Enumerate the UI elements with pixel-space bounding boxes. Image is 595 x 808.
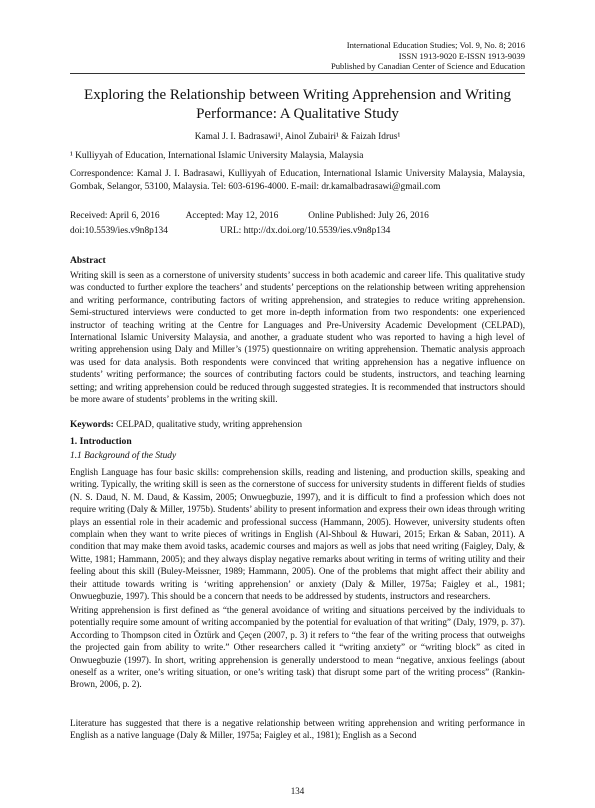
subsection-heading: 1.1 Background of the Study <box>70 451 177 461</box>
journal-publisher: Published by Canadian Center of Science and Education <box>330 61 525 72</box>
journal-issn: ISSN 1913-9020 E-ISSN 1913-9039 <box>398 50 525 61</box>
keywords <box>70 420 302 430</box>
abstract-text: Writing skill is seen as a cornerstone of university students’ success in both academic and career life. This qualitative study was conducted to further explore the teachers’ and students’ perceptions on the relationship between writing apprehension and writing performance, contributing factors of writing apprehension, and strategies to reduce writing apprehension. Semi-structured interviews were conducted to get more in-depth information from two respondents: one experienced instructor of teaching writing at the Centre for Languages and Pre-University Academic Development (CELPAD), International Islamic University Malaysia, and another, a graduate student who was reported to having a high level of writing apprehension using Daly and Miller’s (1975) questionnaire on writing apprehension. Thematic analysis approach was used for data analysis. Both respondents were convinced that writing apprehension has a negative influence on students’ writing performance; the sources of contributing factors could be students, instructors, and teaching learning setting; and writing apprehension could be reduced through suggested strategies. It is recommended that instructors should be more aware of students’ problems in the writing skill. <box>70 270 525 405</box>
accepted-date: Accepted: May 12, 2016 <box>185 211 279 221</box>
correspondence: Correspondence: Kamal J. I. Badrasawi, Kulliyyah of Education, International Islamic University Malaysia, Malaysia, Gombak, Selangor, 53100, Malaysia. Tel: 603-6196-4000. E-mail: dr.kamalbadrasawi@gmail.com <box>70 169 525 192</box>
section-heading: 1. Introduction <box>70 436 132 447</box>
body-paragraph: Writing apprehension is first defined as “the general avoidance of writing and situations perceived by the individuals to potentially require some amount of writing accompanied by the potential for evaluation of that writing” (Daly, 1979, p. 37). According to Thompson cited in Öztürk and Çeçen (2007, p. 3) it refers to “the fear of the writing process that outweighs the projected gain from ability to write.” Other researchers called it “writing anxiety” or “writing block” as cited in Onwuegbuzie (1997). In short, writing apprehension is generally understood to mean “negative, anxious feelings (about oneself as a writer, one’s writing situation, or one’s writing task) that disrupt some part of the writing process” (Rankin-Brown, 2006, p. 2). <box>70 605 525 690</box>
body-paragraph: English Language has four basic skills: comprehension skills, reading and listening, and production skills, speaking and writing. Typically, the writing skill is seen as the cornerstone of success for university students in different fields of studies (N. S. Daud, N. M. Daud, & Kassim, 2005; Onwuegbuzie, 1997), and it is difficult to find a profession which does not require writing (Daly & Miller, 1975b). Students’ ability to present information and express their own ideas through writing plays an essential role in their academic and professional success (Hammann, 2005). However, university students often complain when they want to write pieces of writings in English (Al-Shboul & Huwari, 2015; Erkan & Saban, 2011). A condition that may make them avoid tasks, academic courses and majors as well as jobs that need writing (Faigley, Daly, & Witte, 1981; Hammann, 2005); and they always display negative remarks about writing in terms of writing utility and their feeling about this skill (Buley-Meissner, 1989; Hammann, 2005). One of the problems that might affect their ability and their attitude towards writing is ‘writing apprehension’ or anxiety (Daly & Miller, 1975a; Faigley et al., 1981; Onwuegbuzie, 1997). This should be a concern that needs to be addressed by students, instructors and researchers. <box>70 467 525 602</box>
keywords-label: Keywords: <box>70 420 114 430</box>
page-number: 134 <box>290 786 305 796</box>
abstract-heading: Abstract <box>70 255 106 266</box>
journal-issue: International Education Studies; Vol. 9, No. 8; 2016 <box>346 40 525 50</box>
affiliation: ¹ Kulliyyah of Education, International Islamic University Malaysia, Malaysia <box>70 151 364 161</box>
paper-title: Exploring the Relationship between Writing Apprehension and Writing Performance: A Qualitative Study <box>84 87 511 122</box>
published-date: Online Published: July 26, 2016 <box>308 211 429 221</box>
keywords-list: CELPAD, qualitative study, writing apprehension <box>113 420 303 430</box>
author-list: Kamal J. I. Badrasawi¹, Ainol Zubairi¹ & Faizah Idrus¹ <box>194 132 401 142</box>
header-rule <box>70 73 525 74</box>
doi: doi:10.5539/ies.v9n8p134 <box>70 226 168 236</box>
article-identifiers <box>70 225 390 237</box>
received-date: Received: April 6, 2016 <box>70 211 160 221</box>
article-url[interactable]: URL: http://dx.doi.org/10.5539/ies.v9n8p134 <box>219 226 391 236</box>
article-dates <box>70 210 429 222</box>
body-paragraph: Literature has suggested that there is a negative relationship between writing apprehension and writing performance in English as a native language (Daly & Miller, 1975a; Faigley et al., 1981); English as a Second <box>70 718 525 741</box>
journal-header <box>331 40 525 72</box>
